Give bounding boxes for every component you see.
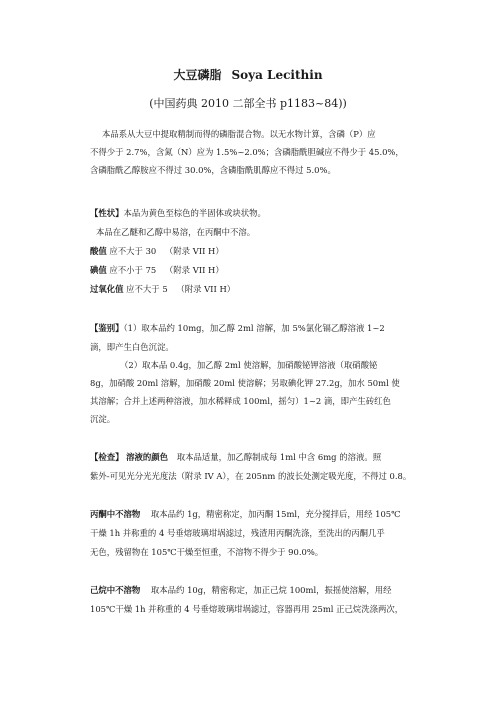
value-ref: （附录 VII H） (164, 265, 224, 275)
check-acetone-line (90, 508, 420, 521)
check-color-text: 取本品适量，加乙醇制成每 1ml 中含 6mg 的溶液。照 (176, 452, 382, 462)
check-hexane-line: 105℃干燥 1h 并称重的 4 号垂熔玻璃坩埚滤过，容器再用 25ml 正己烷洗涤两次， (90, 604, 404, 614)
check-acetone-name: 丙酮中不溶物 (90, 509, 141, 519)
value-ref: （附录 VII H） (164, 246, 224, 256)
value-row (90, 283, 420, 296)
check-color-line: 紫外-可见光分光光度法（附录 IV A），在 205nm 的波长处测定吸光度，不得过 0.8。 (90, 471, 412, 481)
title-chinese: 大豆磷脂 (173, 68, 222, 82)
check-hexane-name: 己烷中不溶物 (90, 585, 141, 595)
check-color-name: 溶液的颜色 (126, 452, 169, 462)
title-english: Soya Lecithin (231, 68, 323, 82)
identification-line (90, 322, 420, 335)
properties-line: 本品在乙醚和乙醇中易溶，在丙酮中不溶。 (96, 227, 256, 237)
value-row (90, 245, 420, 258)
value-text: 应不小于 75 (109, 265, 157, 275)
value-name: 酸值 (90, 246, 107, 256)
intro-line: 不得少于 2.7%，含氮（N）应为 1.5%~2.0%；含磷脂酰胆碱应不得少于 45.0%， (90, 147, 404, 157)
identification-line: （2）取本品 0.4g，加乙醇 2ml 使溶解，加硝酸铋钾溶液（取硝酸铋 (120, 360, 378, 370)
intro-line: 本品系从大豆中提取精制而得的磷脂混合物。以无水物计算，含磷（P）应 (102, 129, 376, 139)
value-name: 碘值 (90, 265, 107, 275)
value-text: 应不大于 30 (109, 246, 157, 256)
identification-text: （1）取本品约 10mg，加乙醇 2ml 溶解，加 5%氯化镉乙醇溶液 1~2 (123, 323, 385, 333)
identification-line: 滴，即产生白色沉淀。 (90, 342, 174, 352)
check-hexane-text: 取本品约 10g，精密称定，加正己烷 100ml，振摇使溶解，用经 (150, 585, 392, 595)
properties-text: 本品为黄色至棕色的半固体或块状物。 (123, 208, 266, 218)
check-hexane-line (90, 584, 420, 597)
properties-label: 【性状】 (90, 208, 124, 218)
check-acetone-line: 无色，残留物在 105℃干燥至恒重，不溶物不得少于 90.0%。 (90, 547, 324, 557)
value-name: 过氧化值 (90, 284, 124, 294)
check-acetone-line: 干燥 1h 并称重的 4 号垂熔玻璃坩埚滤过，残渣用丙酮洗涤，至洗出的丙酮几乎 (90, 528, 385, 538)
identification-line: 其溶解；合并上述两种溶液，加水稀释成 100ml，摇匀）1~2 滴，即产生砖红色 (90, 396, 391, 406)
identification-line: 8g，加硝酸 20ml 溶解，加硝酸 20ml 使溶解；另取碘化钾 27.2g，加水 50ml 使 (90, 378, 400, 388)
identification-label: 【鉴别】 (90, 323, 124, 333)
value-row (90, 264, 420, 277)
check-acetone-text: 取本品约 1g，精密称定，加丙酮 15ml，充分搅拌后，用经 105℃ (150, 509, 401, 519)
checks-label: 【检查】 (90, 452, 124, 462)
value-text: 应不大于 5 (126, 284, 168, 294)
intro-line: 含磷脂酰乙醇胺应不得过 30.0%，含磷脂酰肌醇应不得过 5.0%。 (90, 165, 336, 175)
document-subtitle: (中国药典 2010 二部全书 p1183~84)) (149, 97, 347, 110)
identification-line: 沉淀。 (90, 414, 116, 424)
check-color-line (90, 451, 420, 464)
document-title (0, 66, 496, 83)
properties-line (90, 207, 420, 220)
value-ref: （附录 VII H） (176, 284, 236, 294)
